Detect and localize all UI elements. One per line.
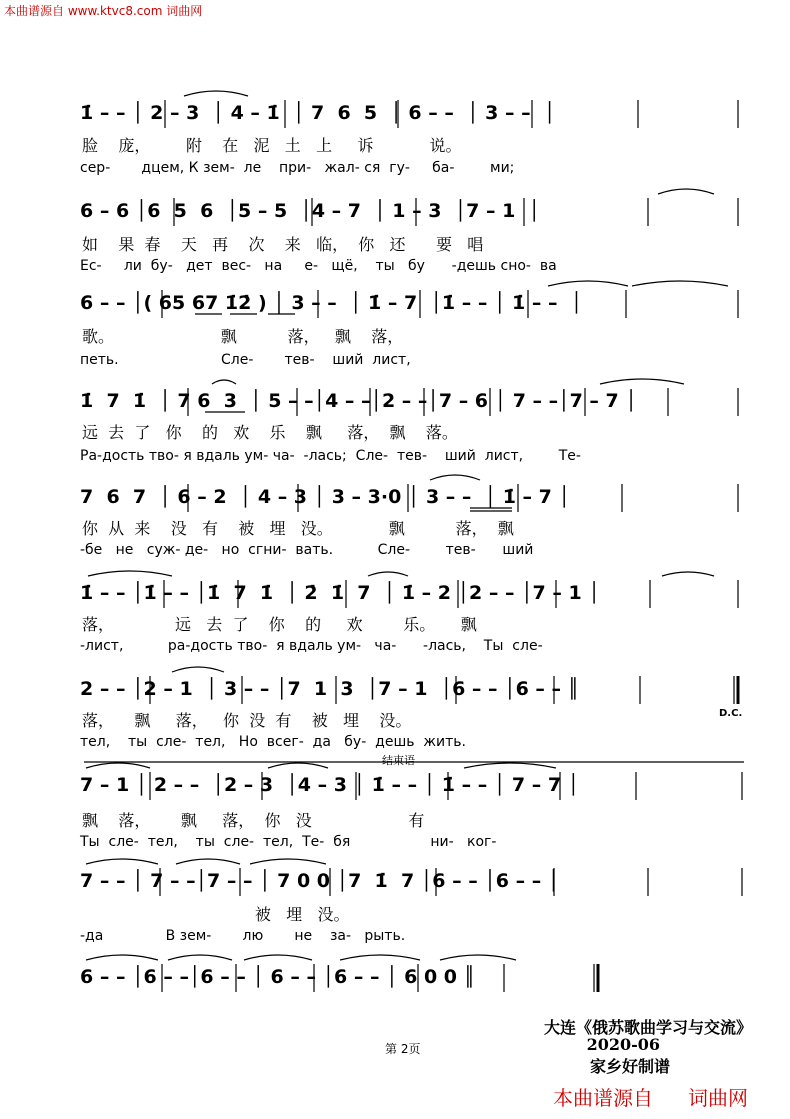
notation-row-10: 6 – – │6 – –│6 – – │ 6 – – │6 – – │ 6 0 0 ║ — [80, 966, 476, 988]
notation-row-6: 1̇ – – │1̇ – – │1̇ 7 1̇ │ 2̇ 1̇ 7 │ 1̇ – 2 │2 – – │7 – 1 │ — [80, 582, 600, 604]
russian-lyrics-row-6: -лист, ра-дость тво- я вдаль ум- ча- -лась, Ты сле- — [80, 638, 543, 654]
russian-lyrics-row-2: Ес- ли бу- дет вес- на е- щё, ты бу -дешь сно- ва — [80, 258, 557, 274]
page-number: 第 2页 — [385, 1042, 421, 1056]
source-header: 本曲谱源自 www.ktvc8.com 词曲网 — [4, 4, 203, 18]
russian-lyrics-row-4: Ра-дость тво- я вдаль ум- ча- -лась; Сле- тев- ший лист, Те- — [80, 448, 581, 464]
russian-lyrics-row-9: -да В зем- лю не за- рыть. — [80, 928, 406, 944]
chinese-lyrics-row-1: 脸 庞， 附 在 泥 土 上 诉 说。 — [82, 136, 462, 155]
chinese-lyrics-row-4: 远 去 了 你 的 欢 乐 飘 落， 飘 落。 — [82, 423, 458, 442]
notation-row-8: 7 – 1 │ 2 – – │2 – 3 │4 – 3 │ 1̇ – – │ 1̇ – – │ 7 – 7 │ — [80, 774, 580, 796]
notation-row-5: 7 6 7 │ 6 – 2 │ 4 – 3 │ 3 – 3·0 │ 3 – – │ 1̇ – 7 │ — [80, 486, 570, 508]
chinese-lyrics-row-9: 被 埋 没。 — [82, 905, 350, 924]
russian-lyrics-row-5: -бе не суж- де- но сгни- вать. Сле- тев- ший — [80, 542, 534, 558]
russian-lyrics-row-7: тел, ты сле- тел, Но всег- да бу- дешь жить. — [80, 734, 466, 750]
footer-site-link[interactable]: 词曲网 — [688, 1086, 748, 1110]
notation-row-7: 2 – – │2 – 1 │ 3 – – │7 1 3 │7 – 1 │6 – – │6 – – ║ — [80, 678, 580, 700]
chinese-lyrics-row-8: 飘 落， 飘 落， 你 没 有 — [82, 811, 425, 830]
notation-row-1: 1̇ – – │ 2 – 3 │ 4 – 1̇ │ 7 6 5 │ 6 – – │ 3 – – │ — [80, 102, 556, 124]
notation-row-9: 7 – – │ 7 – –│7 – – │ 7 0 0 │7 1̇ 7 │6 – – │6 – – │ — [80, 870, 560, 892]
credit-collection-title: 大连《俄苏歌曲学习与交流》 — [543, 1018, 752, 1037]
chinese-lyrics-row-6: 落， 远 去 了 你 的 欢 乐。 飘 — [82, 615, 477, 634]
da-capo-mark: D.C. — [719, 708, 743, 719]
notation-row-2: 6 – 6 │6 5 6 │5 – 5 │4 – 7 │ 1 – 3 │7 – 1 │ — [80, 200, 540, 222]
notation-row-3: 6 – – │( 65 67 1̇2̇ ) │ 3 – – │ 1̇ – 7 │1̇ – – │ 1̇ – – │ — [80, 292, 583, 314]
chinese-lyrics-row-7: 落， 飘 落， 你 没 有 被 埋 没。 — [82, 711, 412, 730]
chinese-lyrics-row-2: 如 果 春 天 再 次 来 临， 你 还 要 唱 — [82, 235, 484, 254]
russian-lyrics-row-3: петь. Сле- тев- ший лист, — [80, 352, 411, 368]
russian-lyrics-row-8: Ты сле- тел, ты сле- тел, Те- бя ни- ког- — [80, 834, 497, 850]
notation-row-4: 1̇ 7 1̇ │ 7 6 3 │ 5 – –│4 – –│2 – –│7 – 6 │ 7 – –│7 – 7 │ — [80, 390, 637, 412]
chinese-lyrics-row-3: 歌。 飘 落， 飘 落， — [82, 327, 404, 346]
credit-transcriber: 家乡好制谱 — [589, 1057, 670, 1076]
coda-label: 结束语 — [382, 754, 415, 767]
credit-date: 2020-06 — [586, 1035, 660, 1054]
footer-source-text: 本曲谱源自 — [553, 1086, 653, 1110]
russian-lyrics-row-1: сер- дцем, К зем- ле при- жал- ся гу- ба- ми; — [80, 160, 515, 176]
chinese-lyrics-row-5: 你 从 来 没 有 被 埋 没。 飘 落， 飘 — [82, 519, 514, 538]
